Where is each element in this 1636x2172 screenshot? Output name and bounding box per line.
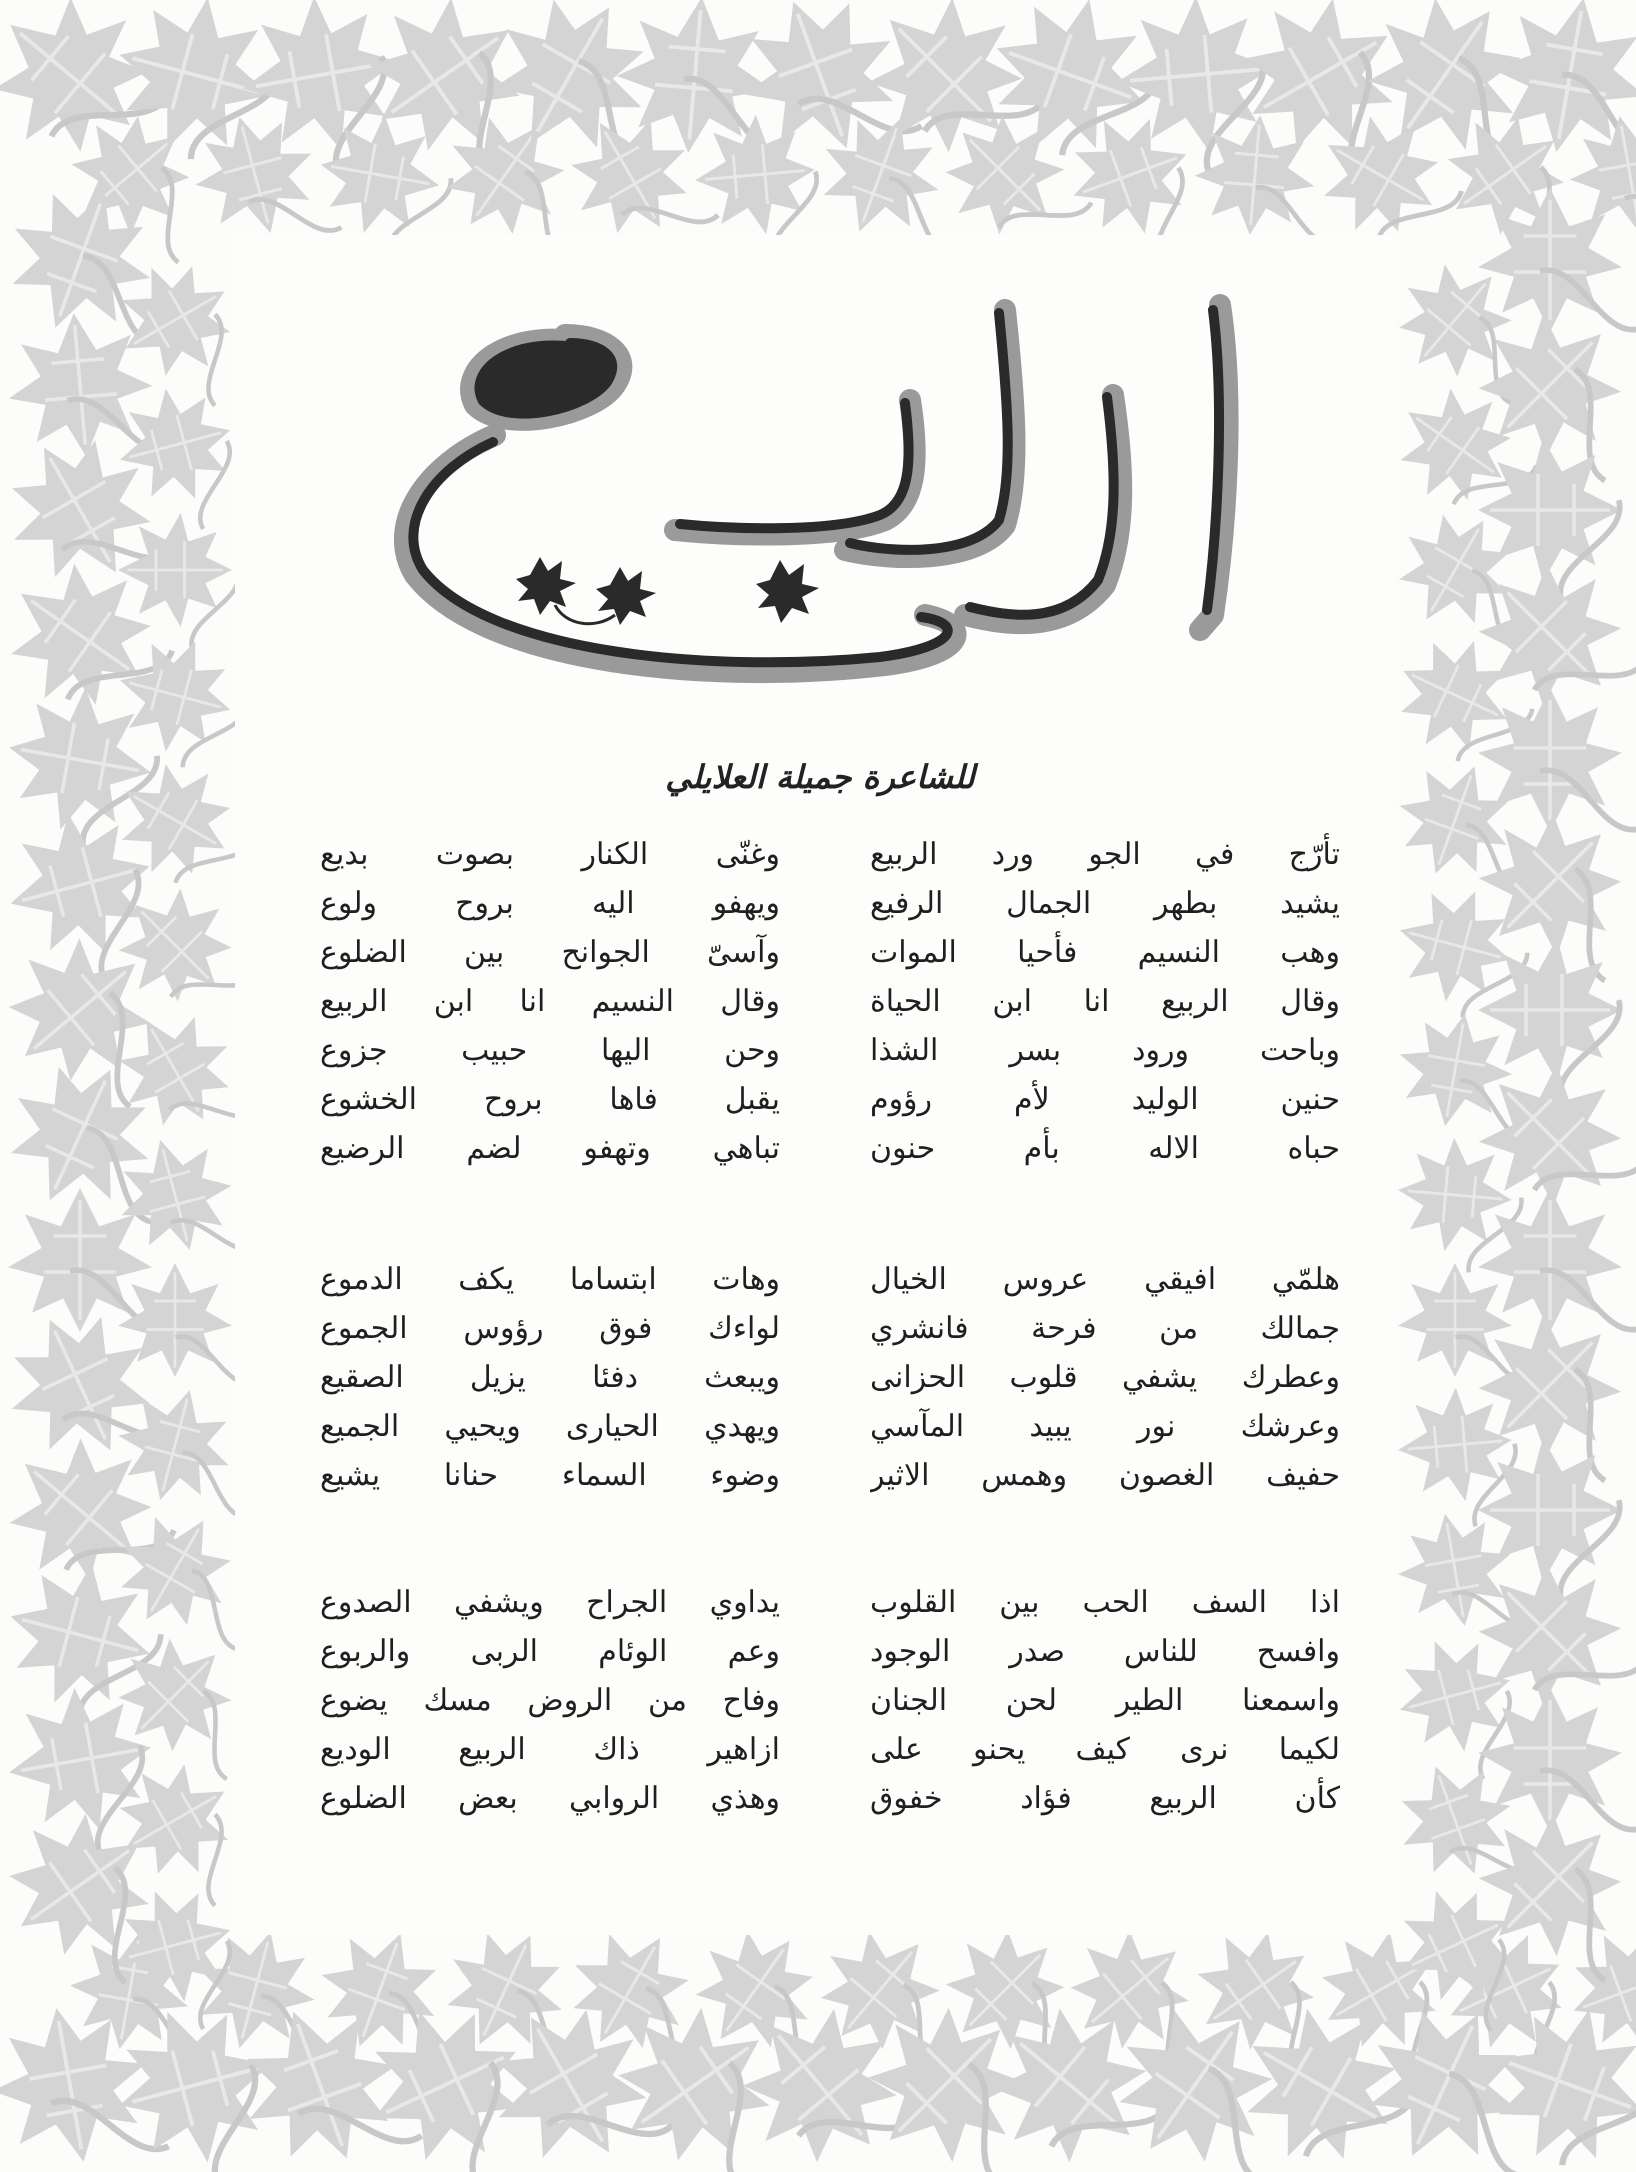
first-hemistich: وعرشك نور يبيد المآسي: [870, 1409, 1340, 1444]
verse-line: [300, 879, 1340, 928]
second-hemistich: وهذي الروابي بعض الضلوع: [320, 1781, 780, 1816]
second-hemistich: ويهدي الحيارى ويحيي الجميع: [320, 1409, 780, 1444]
leaf-icon: [105, 375, 245, 515]
verse-line: [300, 1402, 1340, 1451]
first-hemistich: وباحت ورود بسر الشذا: [870, 1033, 1340, 1068]
leaf-icon: [1393, 1133, 1517, 1257]
verse-line: [300, 1026, 1340, 1075]
poet-byline: للشاعرة جميلة العلايلي: [665, 758, 975, 796]
stanza: [300, 830, 1340, 1173]
verse-line: [300, 1725, 1340, 1774]
leaf-icon: [1385, 875, 1525, 1015]
leaf-icon: [1385, 1625, 1525, 1765]
verse-line: [300, 1774, 1340, 1823]
second-hemistich: يقبل فاها بروح الخشوع: [320, 1082, 780, 1117]
second-hemistich: وآسىّ الجوانح بين الضلوع: [320, 935, 780, 970]
first-hemistich: وعطرك يشفي قلوب الحزانى: [870, 1360, 1340, 1395]
border-top: [0, 0, 1636, 263]
first-hemistich: يشيد بطهر الجمال الرفيع: [870, 886, 1340, 921]
first-hemistich: حفيف الغصون وهمس الاثير: [870, 1458, 1340, 1493]
verse-line: [300, 1255, 1340, 1304]
vine-icon: [622, 208, 718, 222]
leaf-icon: [1393, 1383, 1517, 1507]
border-right: [1375, 188, 1636, 2031]
first-hemistich: هلمّي افيقي عروس الخيال: [870, 1262, 1340, 1297]
verse-line: [300, 928, 1340, 977]
second-hemistich: يداوي الجراح ويشفي الصدوع: [320, 1585, 780, 1620]
second-hemistich: لواءك فوق رؤوس الجموع: [320, 1311, 780, 1346]
second-hemistich: وغنّى الكنار بصوت بديع: [320, 837, 780, 872]
border-left: [0, 168, 261, 2031]
verse-line: [300, 1353, 1340, 1402]
verse-line: [300, 1676, 1340, 1725]
verse-line: [300, 977, 1340, 1026]
verse-line: [300, 1627, 1340, 1676]
stanza: [300, 1578, 1340, 1823]
first-hemistich: وقال الربيع انا ابن الحياة: [870, 984, 1340, 1019]
second-hemistich: وعم الوئام الربى والربوع: [320, 1634, 780, 1669]
second-hemistich: ويبعث دفئا يزيل الصقيع: [320, 1360, 780, 1395]
title-calligraphy: [365, 285, 1265, 745]
second-hemistich: وفاح من الروض مسك يضوع: [320, 1683, 780, 1718]
second-hemistich: وضوء السماء حنانا يشيع: [320, 1458, 780, 1493]
first-hemistich: وهب النسيم فأحيا الموات: [870, 935, 1340, 970]
first-hemistich: وافسح للناس صدر الوجود: [870, 1634, 1340, 1669]
second-hemistich: ازاهير ذاك الربيع الوديع: [320, 1732, 780, 1767]
first-hemistich: حباه الاله بأم حنون: [870, 1131, 1340, 1166]
first-hemistich: واسمعنا الطير لحن الجنان: [870, 1683, 1340, 1718]
verse-line: [300, 1075, 1340, 1124]
leaf-icon: [105, 625, 245, 765]
second-hemistich: وحن اليها حبيب جزوع: [320, 1033, 780, 1068]
second-hemistich: تباهي وتهفو لضم الرضيع: [320, 1131, 780, 1166]
stanza: [300, 1255, 1340, 1500]
verse-line: [300, 830, 1340, 879]
verse-line: [300, 1451, 1340, 1500]
first-hemistich: جمالك من فرحة فانشري: [870, 1311, 1340, 1346]
border-bottom: [0, 1905, 1636, 2172]
first-hemistich: لكيما نرى كيف يحنو على: [870, 1732, 1340, 1767]
verse-line: [300, 1304, 1340, 1353]
verse-line: [300, 1124, 1340, 1173]
first-hemistich: تأرّج في الجو ورد الربيع: [870, 837, 1340, 872]
title-calligraphy-image: [365, 285, 1265, 745]
first-hemistich: اذا السف الحب بين القلوب: [870, 1585, 1340, 1620]
second-hemistich: وهات ابتساما يكف الدموع: [320, 1262, 780, 1297]
leaf-icon: [0, 677, 163, 844]
first-hemistich: حنين الوليد لأم رؤوم: [870, 1082, 1340, 1117]
second-hemistich: وقال النسيم انا ابن الربيع: [320, 984, 780, 1019]
verse-line: [300, 1578, 1340, 1627]
first-hemistich: كأن الربيع فؤاد خفوق: [870, 1781, 1340, 1816]
second-hemistich: ويهفو اليه بروح ولوع: [320, 886, 780, 921]
